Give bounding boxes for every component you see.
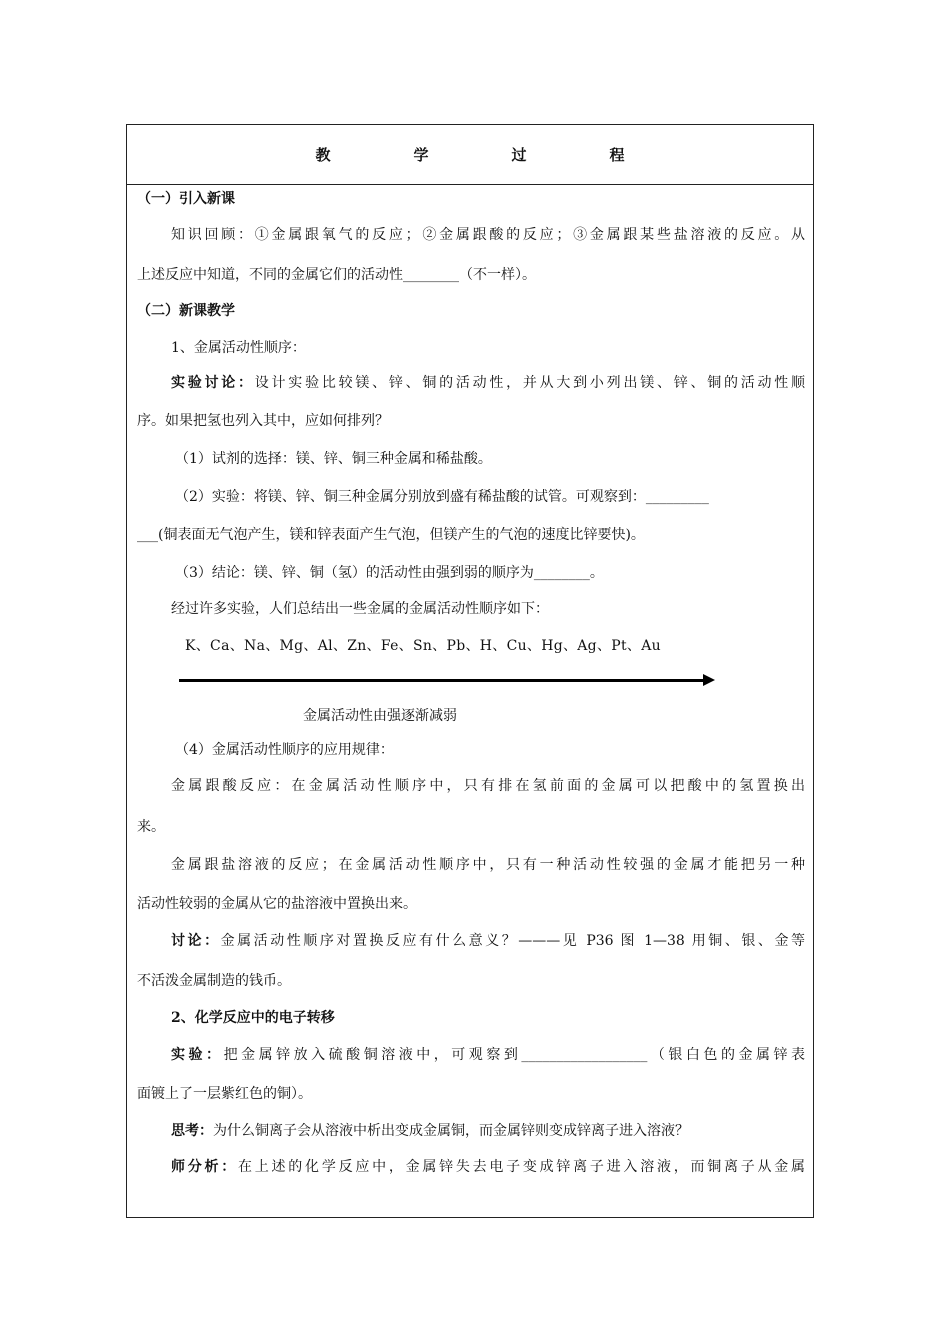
summary-line: 经过许多实验，人们总结出一些金属的金属活动性顺序如下：: [171, 601, 549, 617]
table-title: 教 学 过 程: [315, 146, 659, 164]
experiment-discussion-line2: 序。如果把氢也列入其中，应如何排列？: [137, 413, 389, 429]
rule-salt-line1: 金属跟盐溶液的反应；在金属活动性顺序中，只有一种活动性较强的金属才能把另一种: [171, 857, 805, 873]
arrow-caption: 金属活动性由强逐渐减弱: [303, 708, 457, 724]
rule-acid-line1: 金属跟酸反应：在金属活动性顺序中，只有排在氢前面的金属可以把酸中的氢置换出: [171, 778, 805, 794]
experiment2-line1: 实验：把金属锌放入硫酸铜溶液中，可观察到__________________（银白色的金属锌表: [171, 1047, 806, 1063]
intro-para-line1: 知识回顾：①金属跟氧气的反应；②金属跟酸的反应；③金属跟某些盐溶液的反应。从: [171, 227, 805, 243]
right-arrow-icon: [179, 673, 715, 687]
step-conclusion: （3）结论：镁、锌、铜（氢）的活动性由强到弱的顺序为________。: [175, 565, 604, 581]
section-new-title: （二）新课教学: [137, 303, 235, 319]
experiment2-label: 实验：: [171, 1047, 224, 1063]
heading-activity-series: 1、金属活动性顺序：: [171, 340, 306, 356]
think-line: 思考：为什么铜离子会从溶液中析出变成金属铜，而金属锌则变成锌离子进入溶液？: [171, 1123, 689, 1139]
discussion-line2: 不活泼金属制造的钱币。: [137, 973, 291, 989]
discussion-line1: 讨论：金属活动性顺序对置换反应有什么意义？———见 P36 图 1—38 用铜、银、金等: [171, 933, 805, 949]
table-header: [127, 125, 813, 185]
metal-activity-series: K、Ca、Na、Mg、Al、Zn、Fe、Sn、Pb、H、Cu、Hg、Ag、Pt、Au: [185, 638, 661, 654]
analysis-line: 师分析：在上述的化学反应中，金属锌失去电子变成锌离子进入溶液，而铜离子从金属: [171, 1159, 806, 1175]
experiment-discussion-label: 实验讨论：: [171, 375, 255, 391]
heading-electron-transfer: 2、化学反应中的电子转移: [171, 1010, 335, 1026]
intro-para-line2: 上述反应中知道，不同的金属它们的活动性________（不一样）。: [137, 267, 536, 283]
step-reagents: （1）试剂的选择：镁、锌、铜三种金属和稀盐酸。: [175, 451, 492, 467]
lesson-table: [126, 124, 814, 1218]
step-application-rules: （4）金属活动性顺序的应用规律：: [175, 742, 394, 758]
section-intro-title: （一）引入新课: [137, 191, 235, 207]
experiment2-line2: 面镀上了一层紫红色的铜）。: [137, 1086, 312, 1102]
think-label: 思考：: [171, 1123, 213, 1139]
rule-acid-line2: 来。: [137, 819, 165, 835]
step-experiment-line1: （2）实验：将镁、锌、铜三种金属分别放到盛有稀盐酸的试管。可观察到：_________: [175, 489, 709, 505]
step-experiment-line2: ___(铜表面无气泡产生，镁和锌表面产生气泡，但镁产生的气泡的速度比锌要快)。: [137, 527, 645, 543]
experiment-discussion-line1: 实验讨论：设计实验比较镁、锌、铜的活动性，并从大到小列出镁、锌、铜的活动性顺: [171, 375, 806, 391]
rule-salt-line2: 活动性较弱的金属从它的盐溶液中置换出来。: [137, 896, 417, 912]
discussion-label: 讨论：: [171, 933, 221, 949]
analysis-label: 师分析：: [171, 1159, 239, 1175]
